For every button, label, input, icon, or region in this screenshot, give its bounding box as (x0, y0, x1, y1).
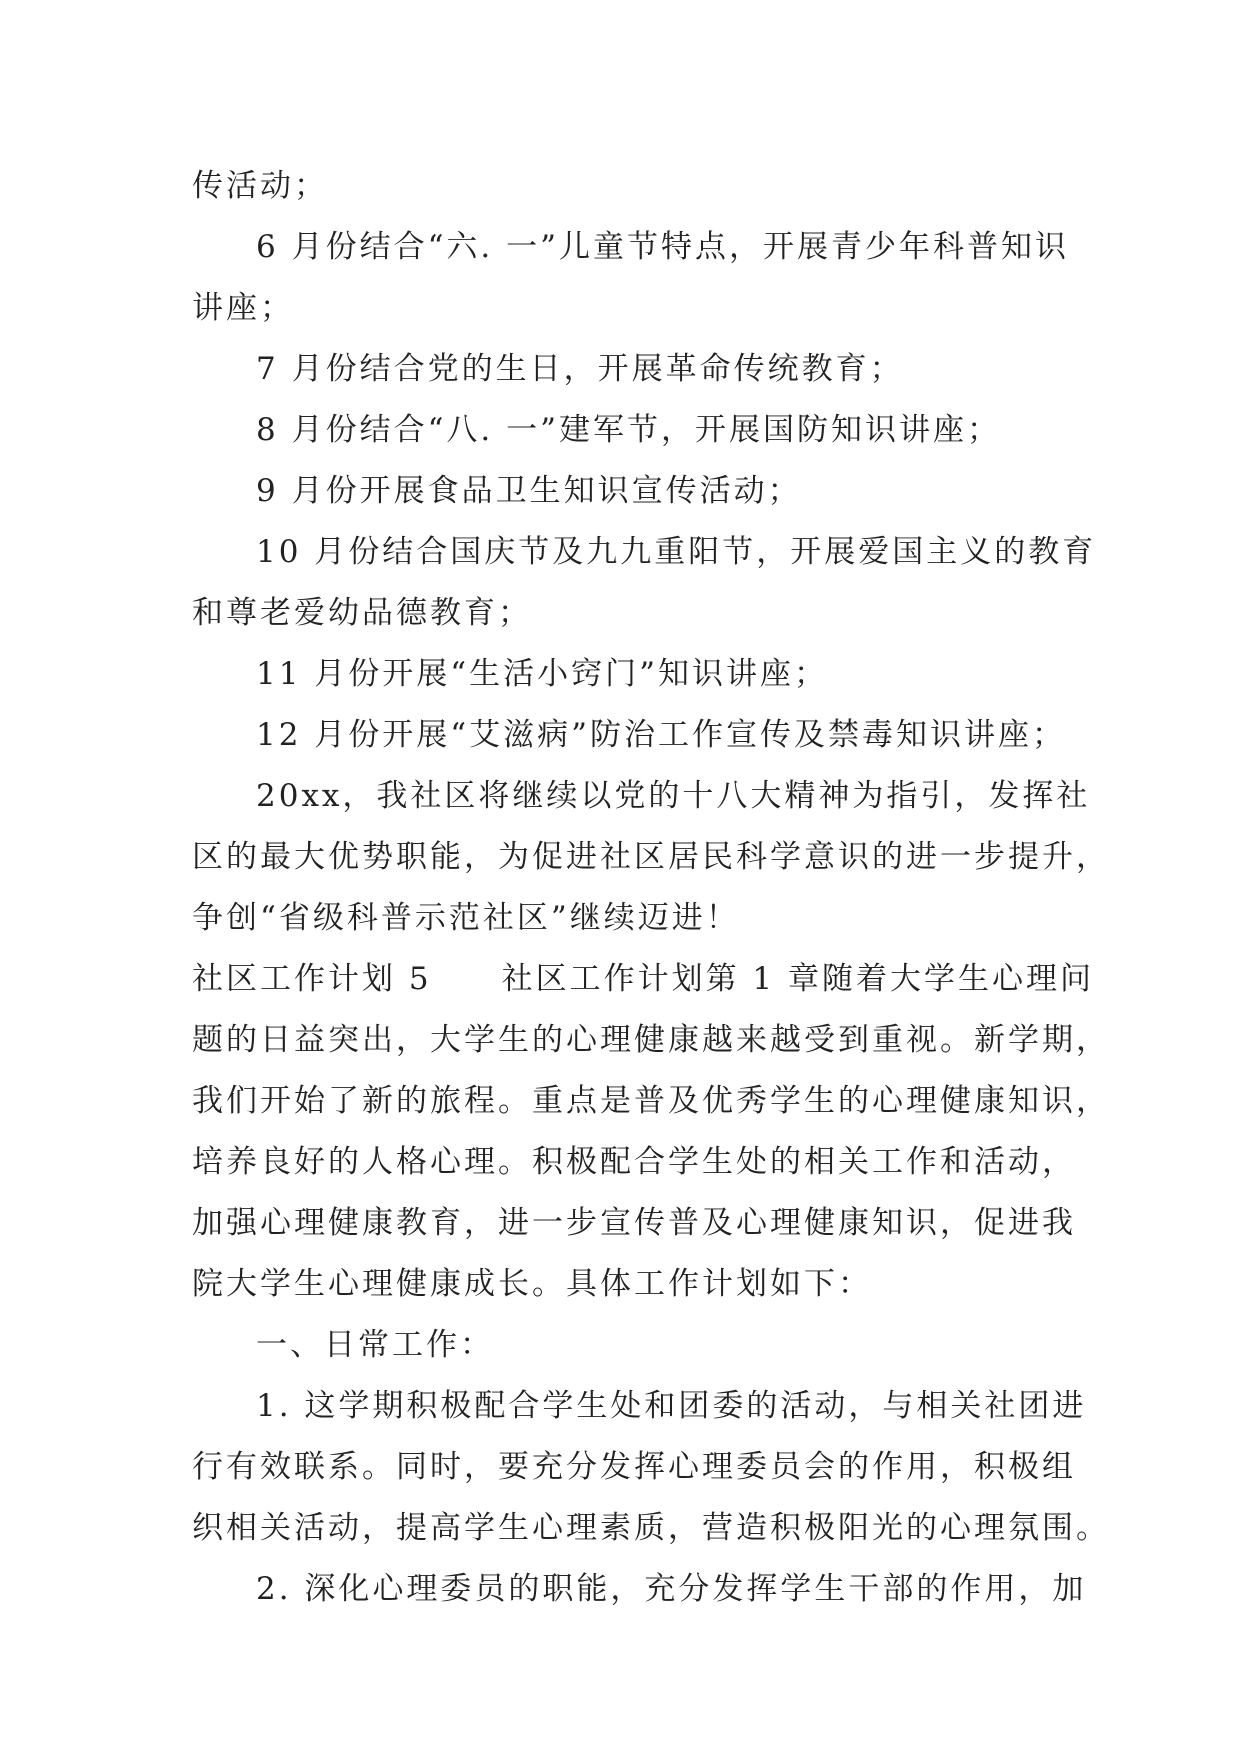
text-line: 20xx，我社区将继续以党的十八大精神为指引，发挥社 (256, 778, 1091, 814)
text-line: 我们开始了新的旅程。重点是普及优秀学生的心理健康知识， (192, 1083, 1110, 1119)
section-title-continuation: 社区工作计划第 1 章随着大学生心理问 (501, 961, 1095, 997)
text-line: 培养良好的人格心理。积极配合学生处的相关工作和活动， (192, 1144, 1076, 1180)
text-line: 行有效联系。同时，要充分发挥心理委员会的作用，积极组 (192, 1449, 1076, 1485)
text-line: 区的最大优势职能，为促进社区居民科学意识的进一步提升， (192, 839, 1110, 875)
text-line: 争创“省级科普示范社区”继续迈进！ (192, 900, 740, 936)
text-line: 6 月份结合“六. 一”儿童节特点，开展青少年科普知识 (256, 229, 1069, 265)
text-line: 8 月份结合“八. 一”建军节，开展国防知识讲座； (256, 412, 1001, 448)
text-line: 织相关活动，提高学生心理素质，营造积极阳光的心理氛围。 (192, 1510, 1110, 1546)
text-line: 加强心理健康教育，进一步宣传普及心理健康知识，促进我 (192, 1205, 1076, 1241)
text-line: 12 月份开展“艾滋病”防治工作宣传及禁毒知识讲座； (256, 717, 1066, 753)
text-line: 10 月份结合国庆节及九九重阳节，开展爱国主义的教育 (256, 534, 1097, 570)
text-line: 9 月份开展食品卫生知识宣传活动； (256, 473, 802, 509)
section-heading-line (192, 949, 1095, 1010)
text-line: 7 月份结合党的生日，开展革命传统教育； (256, 351, 904, 387)
section-title: 社区工作计划 5 (192, 961, 432, 997)
text-line: 11 月份开展“生活小窍门”知识讲座； (256, 656, 828, 692)
text-line: 院大学生心理健康成长。具体工作计划如下： (192, 1266, 872, 1302)
document-body (192, 156, 1110, 1620)
text-line: 和尊老爱幼品德教育； (192, 595, 532, 631)
text-line: 传活动； (192, 168, 328, 204)
subheading-line: 一、日常工作： (256, 1327, 494, 1363)
text-line: 讲座； (192, 290, 294, 326)
text-line: 1. 这学期积极配合学生处和团委的活动，与相关社团进 (256, 1388, 1087, 1424)
text-line: 题的日益突出，大学生的心理健康越来越受到重视。新学期， (192, 1022, 1110, 1058)
text-line: 2. 深化心理委员的职能，充分发挥学生干部的作用，加 (256, 1571, 1087, 1607)
